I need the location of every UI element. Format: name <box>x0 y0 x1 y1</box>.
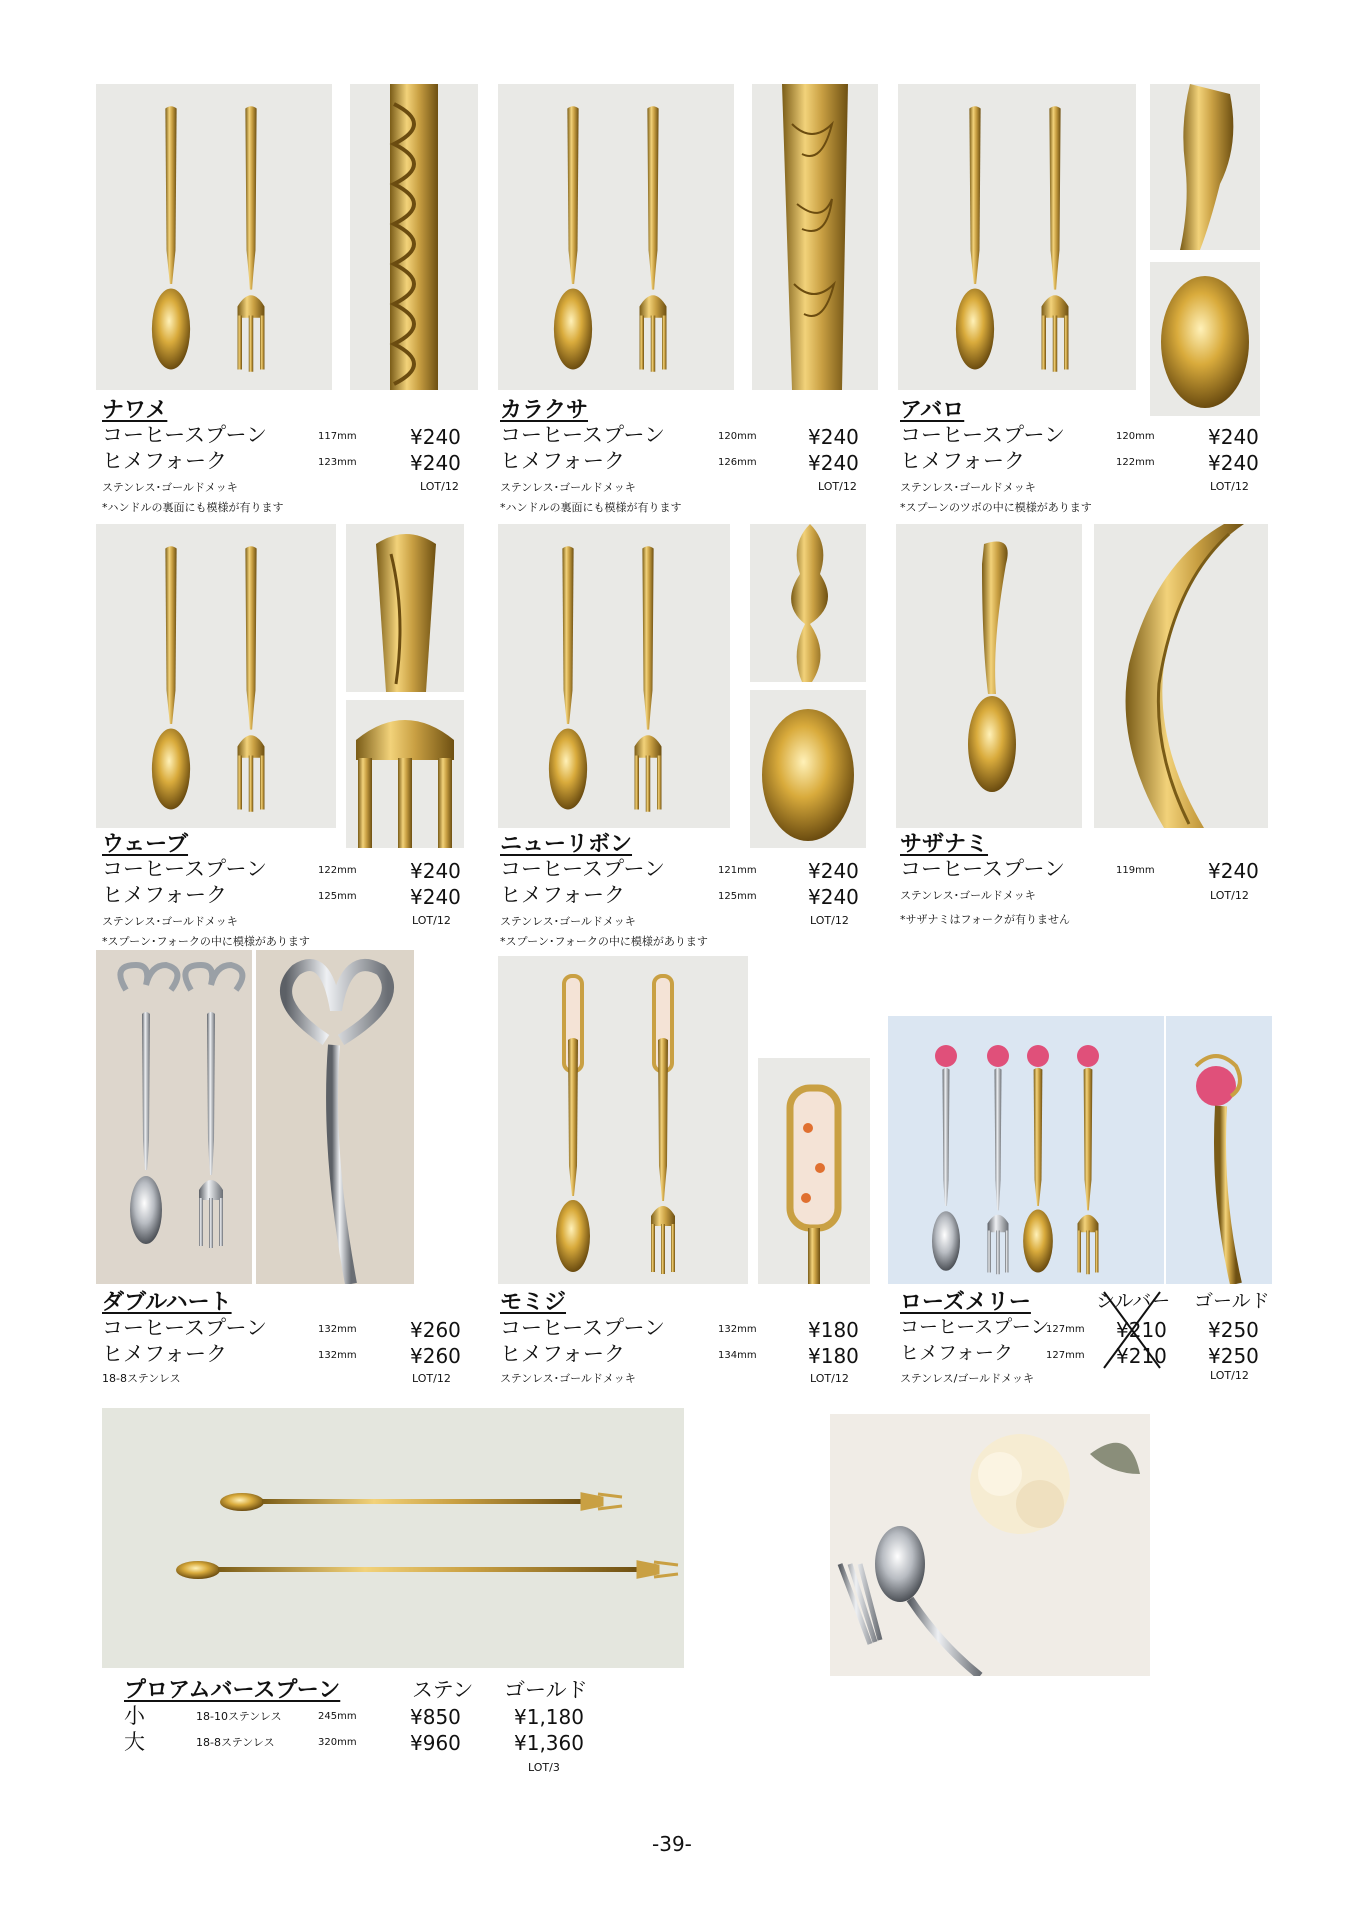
abaro-item-fork-size: 122mm <box>1116 457 1155 468</box>
wave-handle-closeup-photo <box>346 524 464 692</box>
newribbon-item-fork-label: ヒメフォーク <box>500 883 625 907</box>
barspoon-item-large-sten-price: ¥960 <box>410 1731 461 1755</box>
rosemary-item-spoon-size: 127mm <box>1046 1324 1085 1335</box>
doubleheart-item-fork-price: ¥260 <box>410 1344 461 1368</box>
karakusa-handle-closeup-photo <box>752 84 878 390</box>
wave-item-spoon-price: ¥240 <box>410 859 461 883</box>
rosemary-item-fork-size: 127mm <box>1046 1350 1085 1361</box>
nawame-item-fork-price: ¥240 <box>410 451 461 475</box>
sazanami-item-spoon-price: ¥240 <box>1208 859 1259 883</box>
wave-fork-closeup-photo <box>346 700 464 848</box>
newribbon-name: ニューリボン <box>500 832 633 857</box>
karakusa-item-spoon-size: 120mm <box>718 431 757 442</box>
barspoon-item-large-gold-price: ¥1,360 <box>514 1731 584 1755</box>
doubleheart-item-spoon-size: 132mm <box>318 1324 357 1335</box>
rosemary-silver-cross-out-mark <box>1100 1288 1164 1372</box>
barspoon-item-large-size: 320mm <box>318 1737 357 1748</box>
nawame-item-fork-label: ヒメフォーク <box>102 449 227 473</box>
doubleheart-material: 18-8ステンレス <box>102 1372 181 1385</box>
wave-item-spoon-size: 122mm <box>318 865 357 876</box>
rosemary-material: ステンレス/ゴールドメッキ <box>900 1372 1035 1385</box>
abaro-note: *スプーンのツボの中に模様があります <box>900 501 1092 514</box>
rosemary-item-fork-gold-price: ¥250 <box>1208 1344 1259 1368</box>
rosemary-item-fork-label: ヒメフォーク <box>900 1342 1014 1364</box>
wave-item-fork-size: 125mm <box>318 891 357 902</box>
abaro-item-spoon-label: コーヒースプーン <box>900 423 1066 447</box>
momiji-item-spoon-price: ¥180 <box>808 1318 859 1342</box>
nawame-item-spoon-size: 117mm <box>318 431 357 442</box>
sazanami-name: サザナミ <box>900 832 989 857</box>
newribbon-lot: LOT/12 <box>810 914 849 927</box>
sazanami-item-spoon-size: 119mm <box>1116 865 1155 876</box>
newribbon-item-fork-price: ¥240 <box>808 885 859 909</box>
abaro-material: ステンレス･ゴールドメッキ <box>900 481 1036 494</box>
barspoon-item-small-gold-price: ¥1,180 <box>514 1705 584 1729</box>
doubleheart-name: ダブルハート <box>102 1290 232 1315</box>
nawame-item-fork-size: 123mm <box>318 457 357 468</box>
momiji-name: モミジ <box>500 1290 567 1315</box>
sazanami-material: ステンレス･ゴールドメッキ <box>900 889 1036 902</box>
wave-product-photo <box>96 524 336 828</box>
newribbon-handle-closeup-photo <box>750 524 866 682</box>
abaro-item-spoon-price: ¥240 <box>1208 425 1259 449</box>
barspoon-item-large-label: 大 <box>124 1730 145 1754</box>
wave-lot: LOT/12 <box>412 914 451 927</box>
nawame-material: ステンレス･ゴールドメッキ <box>102 481 238 494</box>
karakusa-item-spoon-label: コーヒースプーン <box>500 423 666 447</box>
newribbon-product-photo <box>498 524 730 828</box>
momiji-item-fork-label: ヒメフォーク <box>500 1342 625 1366</box>
abaro-lot: LOT/12 <box>1210 480 1249 493</box>
barspoon-lot: LOT/3 <box>528 1761 560 1774</box>
newribbon-item-spoon-price: ¥240 <box>808 859 859 883</box>
nawame-note: *ハンドルの裏面にも模様が有ります <box>102 501 284 514</box>
wave-item-fork-price: ¥240 <box>410 885 461 909</box>
karakusa-product-photo <box>498 84 734 390</box>
barspoon-item-large-material: 18-8ステンレス <box>196 1736 275 1749</box>
wave-item-fork-label: ヒメフォーク <box>102 883 227 907</box>
karakusa-material: ステンレス･ゴールドメッキ <box>500 481 636 494</box>
nawame-item-spoon-label: コーヒースプーン <box>102 423 268 447</box>
abaro-item-fork-label: ヒメフォーク <box>900 449 1025 473</box>
page-number: -39- <box>652 1832 692 1856</box>
rosemary-col-silver: シルバー <box>1096 1290 1171 1312</box>
momiji-item-spoon-size: 132mm <box>718 1324 757 1335</box>
newribbon-item-fork-size: 125mm <box>718 891 757 902</box>
karakusa-item-fork-size: 126mm <box>718 457 757 468</box>
doubleheart-product-photo <box>96 950 252 1284</box>
barspoon-col-sten: ステン <box>412 1678 474 1702</box>
barspoon-item-small-material: 18-10ステンレス <box>196 1710 282 1723</box>
newribbon-bowl-closeup-photo <box>750 690 866 848</box>
karakusa-note: *ハンドルの裏面にも模様が有ります <box>500 501 682 514</box>
rosemary-product-photo <box>888 1016 1164 1284</box>
barspoon-name: プロアムバースプーン <box>124 1678 341 1703</box>
momiji-product-photo <box>498 956 748 1284</box>
nawame-product-photo <box>96 84 332 390</box>
sazanami-item-spoon-label: コーヒースプーン <box>900 857 1066 881</box>
sazanami-note: *サザナミはフォークが有りません <box>900 913 1070 926</box>
karakusa-item-spoon-price: ¥240 <box>808 425 859 449</box>
doubleheart-handle-closeup-photo <box>256 950 414 1284</box>
wave-material: ステンレス･ゴールドメッキ <box>102 915 238 928</box>
newribbon-item-spoon-label: コーヒースプーン <box>500 857 666 881</box>
barspoon-item-small-sten-price: ¥850 <box>410 1705 461 1729</box>
abaro-name: アバロ <box>900 398 965 423</box>
doubleheart-item-spoon-label: コーヒースプーン <box>102 1316 268 1340</box>
abaro-item-spoon-size: 120mm <box>1116 431 1155 442</box>
rosemary-col-gold: ゴールド <box>1194 1290 1270 1312</box>
momiji-item-spoon-label: コーヒースプーン <box>500 1316 666 1340</box>
karakusa-item-fork-price: ¥240 <box>808 451 859 475</box>
nawame-handle-closeup-photo <box>350 84 478 390</box>
barspoon-col-gold: ゴールド <box>504 1678 588 1702</box>
barspoon-item-small-size: 245mm <box>318 1711 357 1722</box>
doubleheart-item-fork-size: 132mm <box>318 1350 357 1361</box>
rosemary-item-spoon-silver-price: ¥210 <box>1116 1318 1167 1342</box>
karakusa-item-fork-label: ヒメフォーク <box>500 449 625 473</box>
rosemary-item-spoon-gold-price: ¥250 <box>1208 1318 1259 1342</box>
barspoon-product-photo <box>102 1408 684 1668</box>
momiji-lot: LOT/12 <box>810 1372 849 1385</box>
doubleheart-item-spoon-price: ¥260 <box>410 1318 461 1342</box>
sazanami-product-photo <box>896 524 1082 828</box>
rosemary-name: ローズメリー <box>900 1290 1031 1315</box>
barspoon-item-small-label: 小 <box>124 1704 145 1728</box>
doubleheart-item-fork-label: ヒメフォーク <box>102 1342 227 1366</box>
momiji-item-fork-price: ¥180 <box>808 1344 859 1368</box>
newribbon-item-spoon-size: 121mm <box>718 865 757 876</box>
sazanami-lot: LOT/12 <box>1210 889 1249 902</box>
rosemary-item-fork-silver-price: ¥210 <box>1116 1344 1167 1368</box>
rosemary-lot: LOT/12 <box>1210 1369 1249 1382</box>
nawame-lot: LOT/12 <box>420 480 459 493</box>
newribbon-note: *スプーン･フォークの中に模様があります <box>500 935 708 948</box>
momiji-item-fork-size: 134mm <box>718 1350 757 1361</box>
abaro-item-fork-price: ¥240 <box>1208 451 1259 475</box>
momiji-handle-closeup-photo <box>758 1058 870 1284</box>
sazanami-handle-closeup-photo <box>1094 524 1268 828</box>
nawame-name: ナワメ <box>102 398 168 423</box>
rosemary-item-spoon-label: コーヒースプーン <box>900 1316 1050 1338</box>
rosemary-handle-closeup-photo <box>1166 1016 1272 1284</box>
abaro-product-photo <box>898 84 1136 390</box>
wave-name: ウェーブ <box>102 832 189 857</box>
nawame-item-spoon-price: ¥240 <box>410 425 461 449</box>
momiji-material: ステンレス･ゴールドメッキ <box>500 1372 636 1385</box>
karakusa-name: カラクサ <box>500 398 589 423</box>
table-setting-photo <box>830 1414 1150 1676</box>
abaro-bowl-closeup-photo <box>1150 262 1260 416</box>
newribbon-material: ステンレス･ゴールドメッキ <box>500 915 636 928</box>
abaro-handle-closeup-photo <box>1150 84 1260 250</box>
karakusa-lot: LOT/12 <box>818 480 857 493</box>
wave-note: *スプーン･フォークの中に模様があります <box>102 935 310 948</box>
doubleheart-lot: LOT/12 <box>412 1372 451 1385</box>
wave-item-spoon-label: コーヒースプーン <box>102 857 268 881</box>
